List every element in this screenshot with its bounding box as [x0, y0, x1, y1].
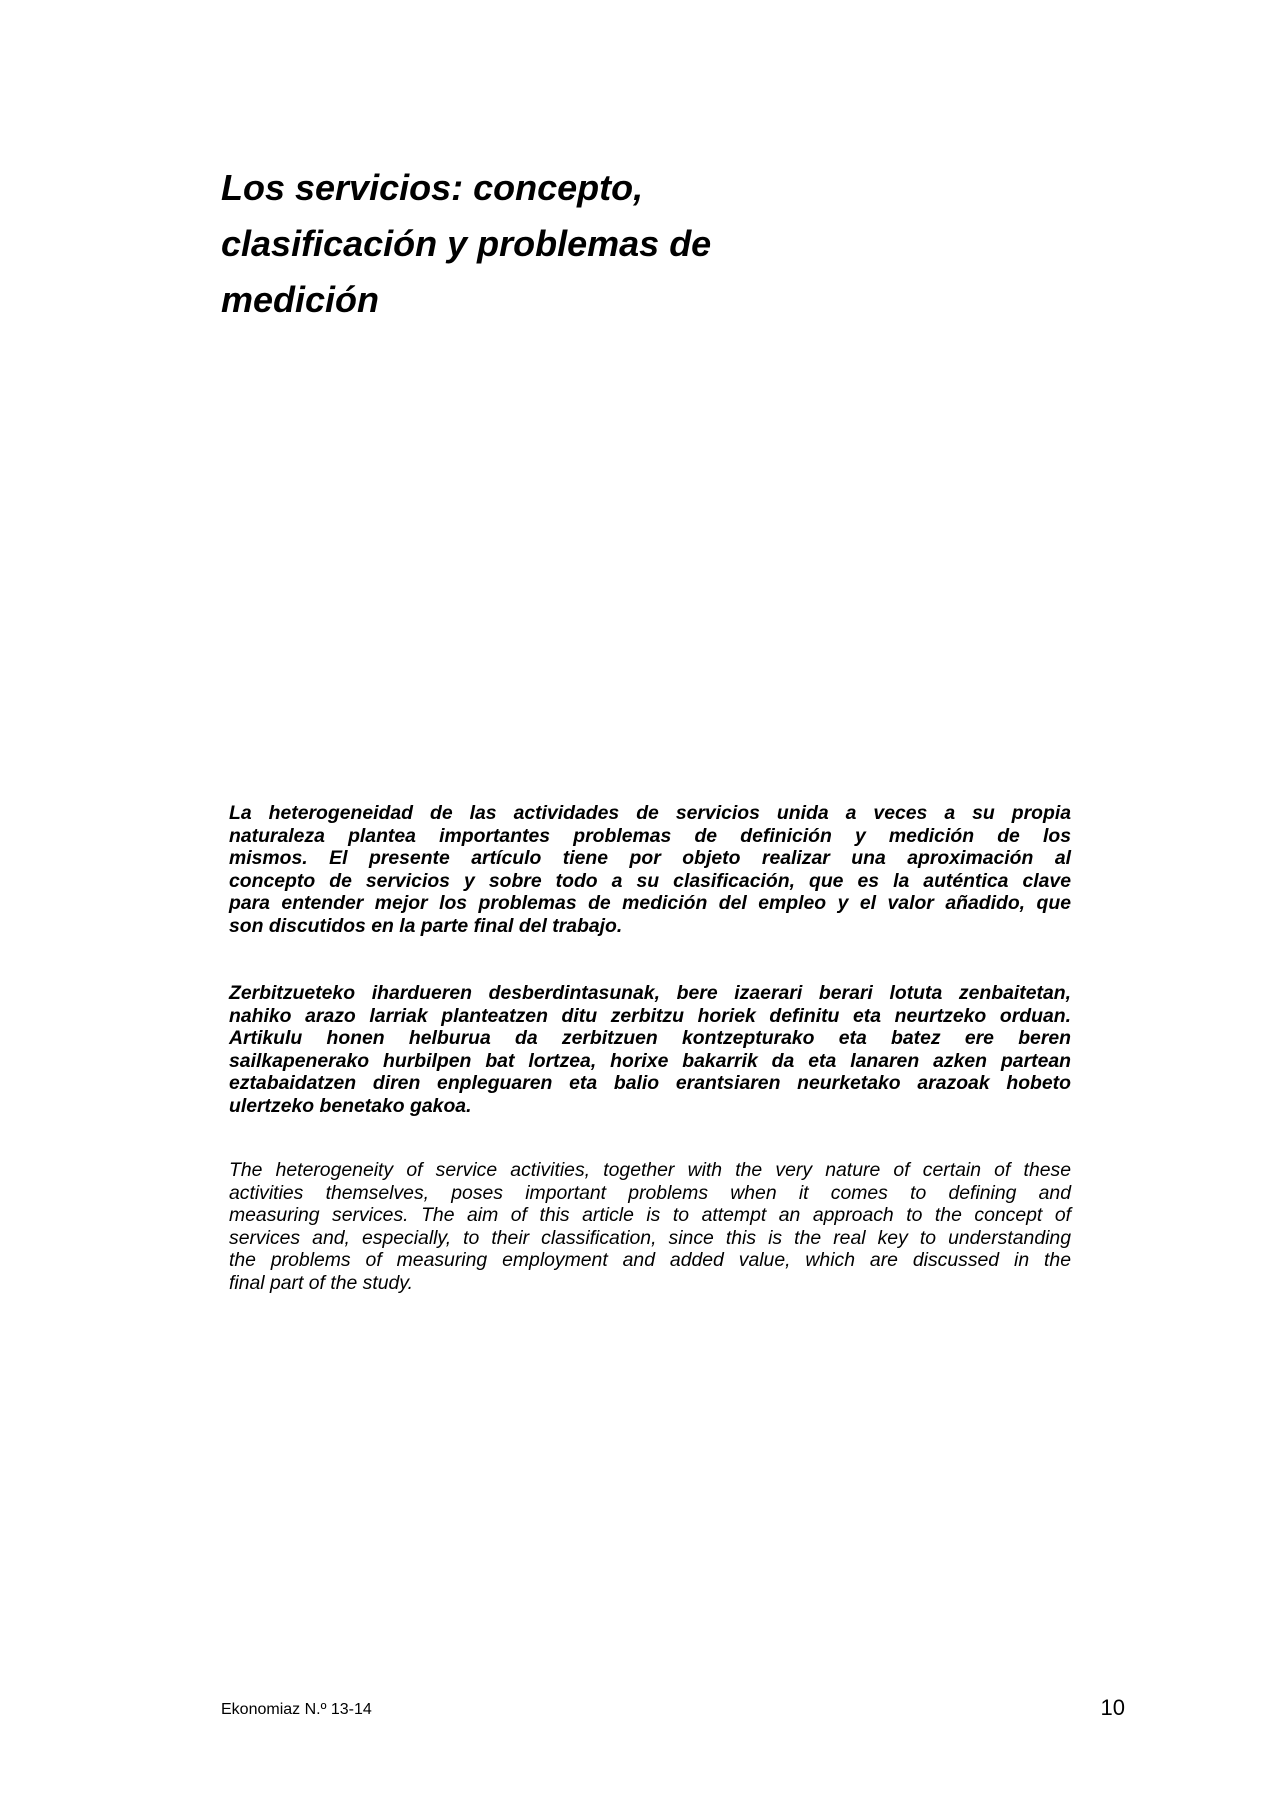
abstract-line: services and, especially, to their classification, since this is the real key to understanding: [229, 1226, 1071, 1249]
abstract-line: concepto de servicios y sobre todo a su clasificación, que es la auténtica clave: [229, 869, 1071, 892]
article-title: [221, 160, 781, 328]
page-number: 10: [1100, 1695, 1125, 1720]
abstract-spanish: [229, 802, 1071, 937]
abstract-line: son discutidos en la parte final del trabajo.: [229, 914, 623, 937]
abstract-line: Zerbitzueteko ihardueren desberdintasunak, bere izaerari berari lotuta zenbaitetan,: [229, 982, 1071, 1004]
abstract-line: measuring services. The aim of this article is to attempt an approach to the concept of: [229, 1204, 1071, 1226]
abstract-line: ulertzeko benetako gakoa.: [229, 1094, 472, 1117]
title-line: medición: [221, 279, 380, 320]
title-line: clasificación y problemas de: [221, 223, 712, 264]
abstract-line: para entender mejor los problemas de medición del empleo y el valor añadido, que: [229, 892, 1071, 914]
abstract-line: The heterogeneity of service activities, together with the very nature of certain of these: [229, 1159, 1071, 1181]
abstract-english: [229, 1159, 1071, 1294]
abstract-line: eztabaidatzen diren enpleguaren eta balio erantsiaren neurketako arazoak hobeto: [229, 1072, 1071, 1094]
abstract-basque: [229, 982, 1071, 1117]
abstract-line: activities themselves, poses important problems when it comes to defining and: [229, 1181, 1071, 1204]
abstract-line: La heterogeneidad de las actividades de servicios unida a veces a su propia: [229, 802, 1071, 824]
abstract-line: sailkapenerako hurbilpen bat lortzea, horixe bakarrik da eta lanaren azken partean: [229, 1049, 1071, 1072]
abstract-line: nahiko arazo larriak planteatzen ditu zerbitzu horiek definitu eta neurtzeko orduan.: [229, 1004, 1071, 1027]
abstract-line: Artikulu honen helburua da zerbitzuen kontzepturako eta batez ere beren: [229, 1027, 1071, 1049]
abstract-line: final part of the study.: [229, 1271, 413, 1294]
title-line: Los servicios: concepto,: [221, 167, 644, 208]
footer-journal-reference: Ekonomiaz N.º 13-14: [221, 1701, 372, 1718]
abstract-line: the problems of measuring employment and added value, which are discussed in the: [229, 1249, 1071, 1271]
abstract-line: naturaleza plantea importantes problemas de definición y medición de los: [229, 824, 1071, 847]
abstract-line: mismos. El presente artículo tiene por objeto realizar una aproximación al: [229, 847, 1071, 869]
